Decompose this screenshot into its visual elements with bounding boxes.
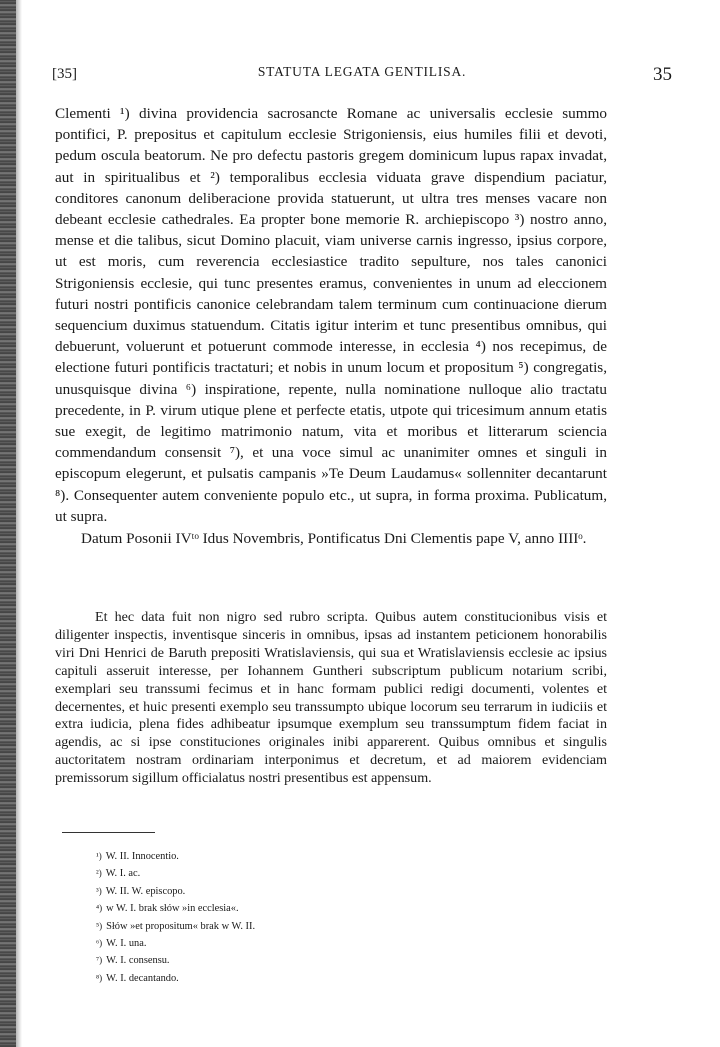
footnote-mark: ¹) <box>96 851 102 861</box>
footnote-separator <box>62 832 155 833</box>
footnote-mark: ³) <box>96 885 102 896</box>
notarial-text-block <box>55 609 607 788</box>
page-number: 35 <box>653 64 672 85</box>
header-title: STATUTA LEGATA GENTILISA. <box>257 64 467 79</box>
footnote-text: W. I. ac. <box>105 868 141 880</box>
footnote-mark: ⁷) <box>96 955 103 966</box>
footnote-mark: ⁴) <box>96 903 103 914</box>
footnote-text: W. I. decantando. <box>106 972 179 984</box>
notarial-paragraph: Et hec data fuit non nigro sed rubro scripta. Quibus autem constitucionibus visis et diligenter inspectis, inventisque sinceris in omnibus, ipsas ad instantem peticionem honorabilis viri Dni Henrici de Baruth prepositi Wratislaviensis, qui sua et Wratislaviensis ecclesie ac ipsius capituli asseruit interesse, per Iohannem Guntheri subscriptum publicum notarium scribi, exemplari seu transsumi fecimus et in hanc formam publici redigi documenti, volentes et decernentes, et huic presenti exemplo seu transsumpto ubique locorum seu terrarum in iudiciis et extra iudicia, plena fides adhibeatur ipsumque exemplum seu transsumptum fidem faciat in agendis, ac si ipse constituciones originales inibi apparerent. Quibus omnibus et singulis auctoritatem nostram ordinariam interponimus et decretum, et ad maiorem evidenciam premissorum sigillum officialatus nostri presentibus est appensum. <box>55 609 607 787</box>
main-paragraph: Clementi ¹) divina providencia sacrosancte Romane ac universalis ecclesie summo pontifici, P. prepositus et capitulum ecclesie Strigoniensis, eius humiles filii et devoti, pedum oscula beatorum. Ne pro defectu pastoris gregem dominicum lupus rapax invadat, aut in spiritualibus et ²) temporalibus ecclesia viduata grave dispendium paciatur, conditores canonum deliberacione provida statuerunt, ut ultra tres menses vacare non debeant ecclesie cathedrales. Ea propter bone memorie R. archiepiscopo ³) nostro anno, mense et die talibus, sicut Domino placuit, viam universe carnis ingresso, ipsius corpore, ut est moris, cum reverencia ecclesiastice tradito sepulture, nos tales canonici Strigoniensis ecclesie, qui tunc presentes eramus, convenientes in unum ad eleccionem futuri nostri pontificis canonice celebrandam talem terminum cum continuacione dierum sequencium duximus statuendum. Citatis igitur interim et tunc presentibus omnibus, qui debuerunt, voluerunt et potuerunt commode interesse, in ecclesia ⁴) nos recepimus, de electione futuri pontificis tractaturi; et nobis in unum locum et propositum ⁵) congregatis, unusquisque divina ⁶) inspiratione, repente, nulla nominatione nulloque alio tractatu precedente, in P. virum utique plene et perfecte etatis, utpote qui tricesimum annum etatis sue exegit, de legitimo matrimonio natum, vita et moribus et litterarum sciencia commendandum consensit ⁷), et una voce simul ac unanimiter omnes et singuli in episcopum elegerunt, et pulsatis campanis »Te Deum Laudamus« sollenniter decantarunt ⁸). Consequenter autem conveniente populo etc., ut supra, in forma proxima. Publicatum, ut supra. <box>55 105 607 525</box>
footnote <box>96 952 496 969</box>
footnote <box>96 883 496 900</box>
footnote-mark: ⁶) <box>96 938 103 949</box>
footnote-text: W. II. W. episcopo. <box>105 885 186 897</box>
footnote-mark: ²) <box>96 868 102 879</box>
footnote <box>96 935 496 952</box>
header-bracket-page: [35] <box>52 66 77 82</box>
footnote-text: W. I. consensu. <box>106 955 170 967</box>
footnote-mark: ⁸) <box>96 972 103 983</box>
footnote <box>96 848 496 865</box>
footnote-text: W. II. Innocentio. <box>105 851 179 862</box>
book-binding-edge <box>0 0 16 1047</box>
footnotes <box>96 848 496 987</box>
footnote-text: Słów »et propositum« brak w W. II. <box>106 920 256 932</box>
dating-clause: Datum Posonii IVᵗᵒ Idus Novembris, Pontificatus Dni Clementis pape V, anno IIIIᵒ. <box>81 530 587 548</box>
footnote <box>96 900 496 917</box>
running-header <box>52 62 672 86</box>
footnote <box>96 970 496 987</box>
main-text-block <box>55 103 607 549</box>
footnote <box>96 918 496 935</box>
footnote-mark: ⁵) <box>96 920 103 931</box>
footnote-text: W. I. una. <box>106 938 147 950</box>
footnote <box>96 865 496 882</box>
footnote-text: w W. I. brak słów »in ecclesia«. <box>106 903 239 915</box>
